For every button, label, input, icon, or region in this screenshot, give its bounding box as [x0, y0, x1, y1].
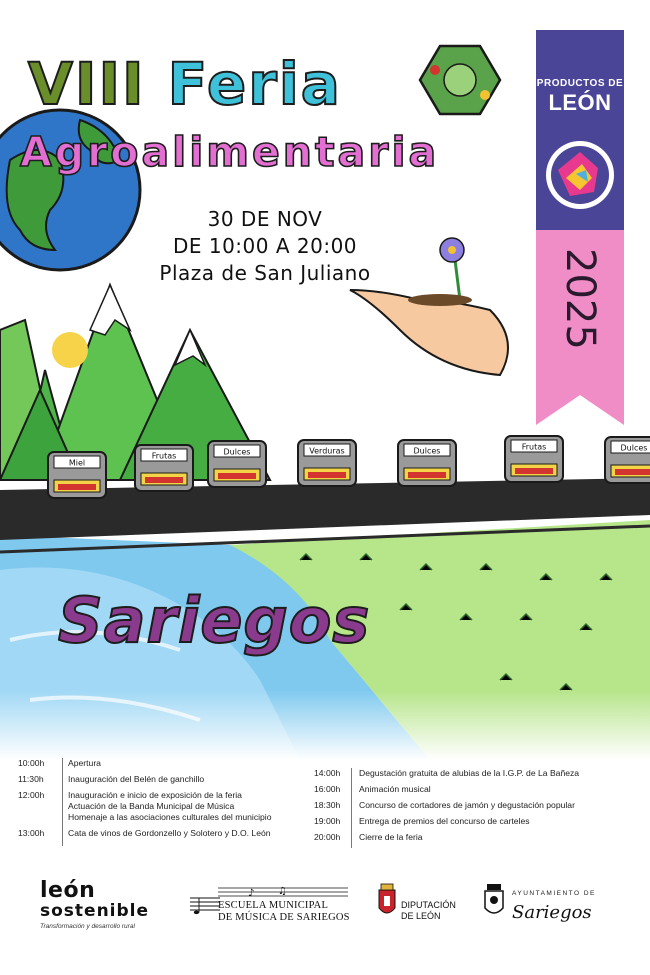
schedule-activity: Entrega de premios del concurso de carteles [359, 816, 530, 826]
schedule-activity: Apertura [68, 758, 101, 768]
hexagon-emblem [420, 46, 500, 114]
leon-sostenible-line1: león [40, 878, 96, 903]
market-stall-label: Frutas [521, 442, 547, 452]
leon-sostenible-logo [40, 880, 170, 930]
leon-sostenible-line2: sostenible [40, 901, 150, 921]
schedule-activity: Inauguración e inicio de exposición de la feria [68, 790, 242, 800]
schedule-time: 20:00h [314, 832, 341, 842]
schedule-time: 12:00h [18, 790, 45, 800]
market-stall-label: Frutas [151, 451, 177, 461]
ayuntamiento-crest-icon [482, 882, 506, 922]
schedule-row [314, 784, 634, 795]
ayuntamiento-line2: Sariegos [512, 902, 592, 923]
ribbon-label-big: LEÓN [548, 90, 612, 115]
ribbon-year-text [560, 248, 600, 296]
schedule-time: 16:00h [314, 784, 341, 794]
market-stall-label: Dulces [620, 443, 648, 453]
diputacion-line2: DE LEÓN [401, 911, 441, 921]
svg-text:♫: ♫ [278, 886, 287, 897]
schedule-activity: Inauguración del Belén de ganchillo [68, 774, 205, 784]
town-title: Sariegos [58, 584, 371, 657]
event-hours: DE 10:00 A 20:00 [172, 234, 358, 258]
market-stall [135, 445, 193, 491]
schedule-left-column [18, 758, 318, 844]
market-stall [398, 440, 456, 486]
ribbon-year [556, 252, 604, 292]
market-stall-label: Dulces [223, 447, 251, 457]
ayuntamiento-line1: AYUNTAMIENTO DE [512, 890, 596, 897]
event-date: 30 DE NOV [207, 207, 323, 231]
schedule-time: 13:00h [18, 828, 45, 838]
schedule-activity: Cierre de la feria [359, 832, 423, 842]
market-stall [505, 436, 563, 482]
market-stall [298, 440, 356, 486]
schedule-time: 19:00h [314, 816, 341, 826]
ribbon-label-small: PRODUCTOS DE [536, 78, 624, 89]
schedule-row [314, 800, 634, 811]
market-stall-label: Dulces [413, 446, 441, 456]
productos-leon-emblem [536, 130, 624, 220]
leon-sostenible-tagline: Transformación y desarrollo rural [40, 923, 135, 930]
schedule-activity: Animación musical [359, 784, 431, 794]
schedule-row [18, 828, 318, 839]
market-stall [605, 437, 650, 483]
ribbon-label [536, 78, 624, 116]
schedule-row [18, 774, 318, 785]
schedule-row [18, 790, 318, 823]
ribbon-top [536, 30, 624, 230]
schedule [0, 758, 650, 858]
title-roman-numeral: VIII [28, 50, 146, 118]
schedule-row [314, 832, 634, 843]
market-stall [48, 452, 106, 498]
music-staff-icon [190, 884, 220, 930]
schedule-time: 14:00h [314, 768, 341, 778]
diputacion-line1: DIPUTACIÓN [401, 900, 456, 910]
diputacion-crest-icon [375, 882, 399, 922]
schedule-time: 11:30h [18, 774, 44, 784]
sponsor-logos [0, 872, 650, 942]
market-stall [208, 441, 266, 487]
schedule-row [314, 768, 634, 779]
schedule-row [18, 758, 318, 769]
svg-text:♪: ♪ [248, 888, 255, 899]
schedule-right-column [314, 768, 634, 848]
title-line-2: Agroalimentaria [20, 128, 440, 176]
title-word-feria: Feria [167, 50, 342, 118]
event-info [150, 206, 380, 287]
schedule-activity: Actuación de la Banda Municipal de Música [68, 801, 235, 811]
market-stall-label: Miel [68, 458, 86, 468]
schedule-time: 10:00h [18, 758, 45, 768]
market-stall-label: Verduras [309, 446, 345, 456]
schedule-row [314, 816, 634, 827]
escuela-line1: ESCUELA MUNICIPAL [218, 900, 329, 911]
schedule-time: 18:30h [314, 800, 341, 810]
schedule-activity: Concurso de cortadores de jamón y degustación popular [359, 800, 575, 810]
schedule-activity: Cata de vinos de Gordonzello y Solotero y D.O. León [68, 828, 271, 838]
title-line-1 [28, 50, 342, 118]
schedule-divider [62, 758, 63, 846]
escuela-line2: DE MÚSICA DE SARIEGOS [218, 912, 350, 923]
schedule-activity: Homenaje a las asociaciones culturales del municipio [68, 812, 272, 822]
schedule-activity: Degustación gratuita de alubias de la I.G.P. de La Bañeza [359, 768, 580, 778]
event-place: Plaza de San Juliano [159, 261, 371, 285]
svg-text:♩: ♩ [192, 895, 203, 920]
productos-de-leon-ribbon [536, 30, 624, 425]
schedule-divider [351, 768, 352, 848]
